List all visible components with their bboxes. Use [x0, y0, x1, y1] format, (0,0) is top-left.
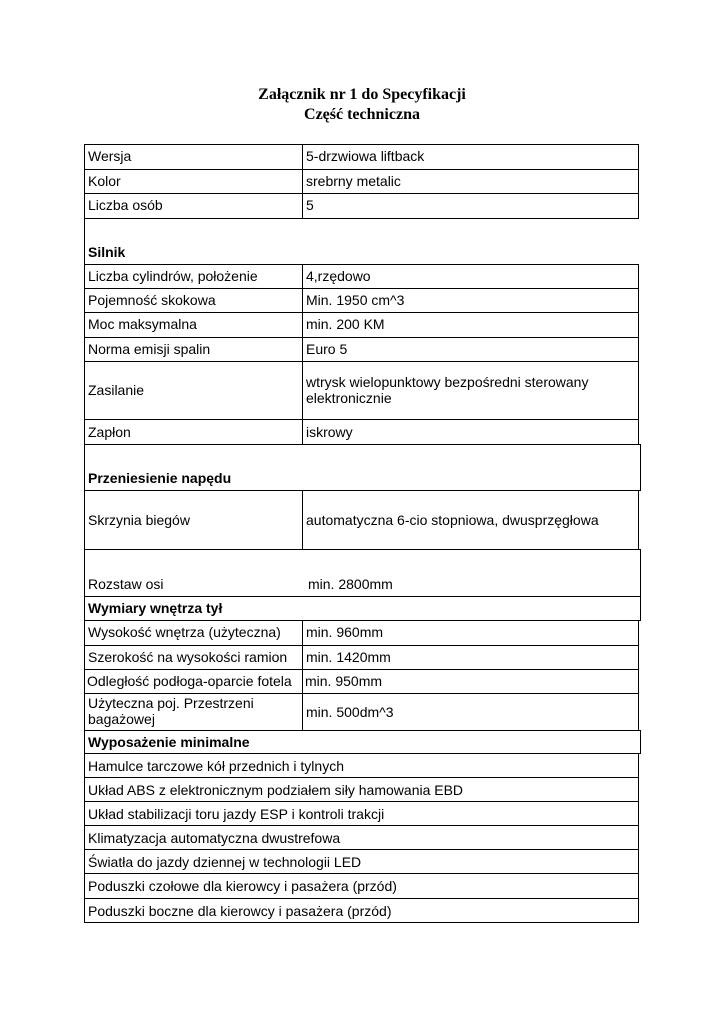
equipment-item: Klimatyzacja automatyczna dwustrefowa	[88, 830, 341, 846]
row-zaplon-label: Zapłon	[88, 424, 131, 440]
row-kolor-label: Kolor	[88, 173, 121, 189]
equipment-item: Hamulce tarczowe kół przednich i tylnych	[88, 758, 344, 774]
section-header-wymiary: Wymiary wnętrza tył	[88, 600, 223, 616]
row-wersja-value: 5-drzwiowa liftback	[306, 148, 425, 164]
row-norma-label: Norma emisji spalin	[88, 341, 211, 357]
row-kolor-value: srebrny metalic	[306, 173, 401, 189]
row-skrzynia-value: automatyczna 6-cio stopniowa, dwusprzęgłowa	[306, 512, 599, 528]
row-wersja-label: Wersja	[88, 148, 132, 164]
row-szerokosc-value: min. 1420mm	[306, 649, 391, 665]
document-subtitle: Część techniczna	[304, 106, 420, 123]
row-pojemnosc-value: Min. 1950 cm^3	[306, 292, 405, 308]
document-title: Załącznik nr 1 do Specyfikacji	[258, 86, 466, 103]
row-zasilanie-label: Zasilanie	[88, 382, 145, 398]
row-wysokosc-value: min. 960mm	[306, 624, 384, 640]
section-header-silnik: Silnik	[88, 244, 126, 260]
equipment-item: Układ stabilizacji toru jazdy ESP i kontroli trakcji	[88, 806, 385, 822]
row-pojemnosc-label: Pojemność skokowa	[88, 292, 216, 308]
equipment-item: Układ ABS z elektronicznym podziałem siły hamowania EBD	[88, 782, 464, 798]
row-bagaz-value: min. 500dm^3	[306, 704, 394, 720]
section-header-wyposazenie: Wyposażenie minimalne	[88, 734, 250, 750]
row-norma-value: Euro 5	[306, 341, 348, 357]
row-cylindry-label: Liczba cylindrów, położenie	[88, 268, 258, 284]
row-rozstaw-label: Rozstaw osi	[88, 576, 164, 592]
equipment-item: Poduszki czołowe dla kierowcy i pasażera (przód)	[88, 878, 397, 894]
row-zasilanie-value: wtrysk wielopunktowy bezpośredni sterowany elektronicznie	[306, 374, 589, 406]
section-header-naped: Przeniesienie napędu	[88, 470, 232, 486]
row-odleglosc-label: Odległość podłoga-oparcie fotela	[87, 673, 292, 689]
row-moc-label: Moc maksymalna	[88, 316, 197, 332]
row-odleglosc-value: min. 950mm	[305, 673, 383, 689]
row-rozstaw-value: min. 2800mm	[308, 576, 393, 592]
row-liczba-osob-value: 5	[306, 197, 314, 213]
row-bagaz-label: Użyteczna poj. Przestrzeni bagażowej	[88, 695, 254, 727]
row-liczba-osob-label: Liczba osób	[88, 197, 163, 213]
row-wysokosc-label: Wysokość wnętrza (użyteczna)	[88, 624, 281, 640]
row-cylindry-value: 4,rzędowo	[306, 268, 371, 284]
row-skrzynia-label: Skrzynia biegów	[88, 512, 190, 528]
row-szerokosc-label: Szerokość na wysokości ramion	[88, 649, 288, 665]
row-zaplon-value: iskrowy	[306, 424, 353, 440]
equipment-item: Światła do jazdy dziennej w technologii LED	[88, 854, 362, 870]
row-moc-value: min. 200 KM	[306, 316, 385, 332]
equipment-item: Poduszki boczne dla kierowcy i pasażera (przód)	[88, 903, 392, 919]
